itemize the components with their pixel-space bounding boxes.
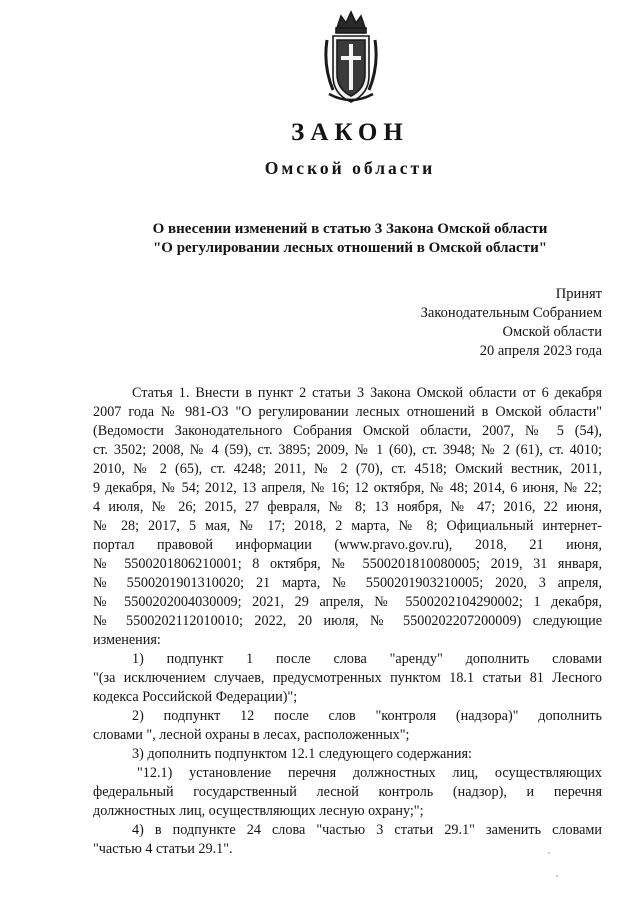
- article-line: 2010, № 2 (65), ст. 4248; 2011, № 2 (70), ст. 4518; Омский вестник, 2011,: [93, 461, 602, 477]
- scan-speck: [556, 875, 558, 877]
- article-line: 4 июля, № 26; 2015, 27 февраля, № 8; 13 ноября, № 47; 2016, 22 июня,: [93, 499, 602, 515]
- article-line: (Ведомости Законодательного Собрания Омской области, 2007, № 5 (54),: [93, 423, 602, 439]
- quoted-subitem: "12.1) установление перечня должностных лиц, осуществляющих: [137, 765, 602, 781]
- article-line: "частью 4 статьи 29.1".: [93, 841, 233, 857]
- document-title: ЗАКОН: [291, 119, 409, 146]
- list-item-4: 4) в подпункте 24 слова "частью 3 статьи 29.1" заменить словами: [132, 822, 602, 838]
- article-line: № 5500201901310020; 21 марта, № 5500201903210005; 2020, 3 апреля,: [93, 575, 602, 591]
- article-line: федеральный государственный лесной контроль (надзор), и перечня: [93, 784, 602, 800]
- list-item-3: 3) дополнить подпунктом 12.1 следующего содержания:: [132, 746, 472, 762]
- article-line: ст. 3502; 2008, № 4 (59), ст. 3895; 2009, № 1 (60), ст. 3948; № 2 (61), ст. 4010;: [93, 442, 602, 458]
- scan-speck: [548, 852, 550, 854]
- article-line: № 5500202004030009; 2021, 29 апреля, № 5500202104290002; 1 декабря,: [93, 594, 602, 610]
- article-line: 9 декабря, № 54; 2012, 13 апреля, № 16; 12 октября, № 48; 2014, 6 июня, № 22;: [93, 480, 602, 496]
- article-line: № 28; 2017, 5 мая, № 17; 2018, 2 марта, № 8; Официальный интернет-: [93, 518, 602, 534]
- list-item-2: 2) подпункт 12 после слов "контроля (надзора)" дополнить: [132, 708, 602, 724]
- article-line: изменения:: [93, 632, 161, 648]
- article-line: словами ", лесной охраны в лесах, расположенных";: [93, 727, 410, 743]
- article-line: № 5500201806210001; 8 октября, № 5500201810080005; 2019, 31 января,: [93, 556, 602, 572]
- article-line: 2007 года № 981-ОЗ "О регулировании лесных отношений в Омской области": [93, 404, 602, 420]
- adoption-date: 20 апреля 2023 года: [479, 343, 602, 359]
- adoption-line-2: Законодательным Собранием: [420, 305, 602, 321]
- article-line: "(за исключением случаев, предусмотренных пунктом 18.1 статьи 81 Лесного: [93, 670, 602, 686]
- law-heading-line-1: О внесении изменений в статью 3 Закона Омской области: [152, 221, 548, 237]
- article-line: должностных лиц, осуществляющих лесную охрану;";: [93, 803, 424, 819]
- coat-of-arms-icon: [323, 6, 379, 106]
- article-line: № 5500202112010010; 2022, 20 июля, № 5500202207200009) следующие: [93, 613, 602, 629]
- article-line: кодекса Российской Федерации)";: [93, 689, 298, 705]
- list-item-1: 1) подпункт 1 после слова "аренду" дополнить словами: [132, 651, 602, 667]
- article-line: Статья 1. Внести в пункт 2 статьи 3 Закона Омской области от 6 декабря: [132, 385, 602, 401]
- document-subtitle: Омской области: [264, 158, 436, 178]
- adoption-line-1: Принят: [555, 286, 602, 302]
- law-heading-line-2: "О регулировании лесных отношений в Омской области": [152, 240, 548, 256]
- article-line: портал правовой информации (www.pravo.gov.ru), 2018, 21 июня,: [93, 537, 602, 553]
- adoption-line-3: Омской области: [502, 324, 602, 340]
